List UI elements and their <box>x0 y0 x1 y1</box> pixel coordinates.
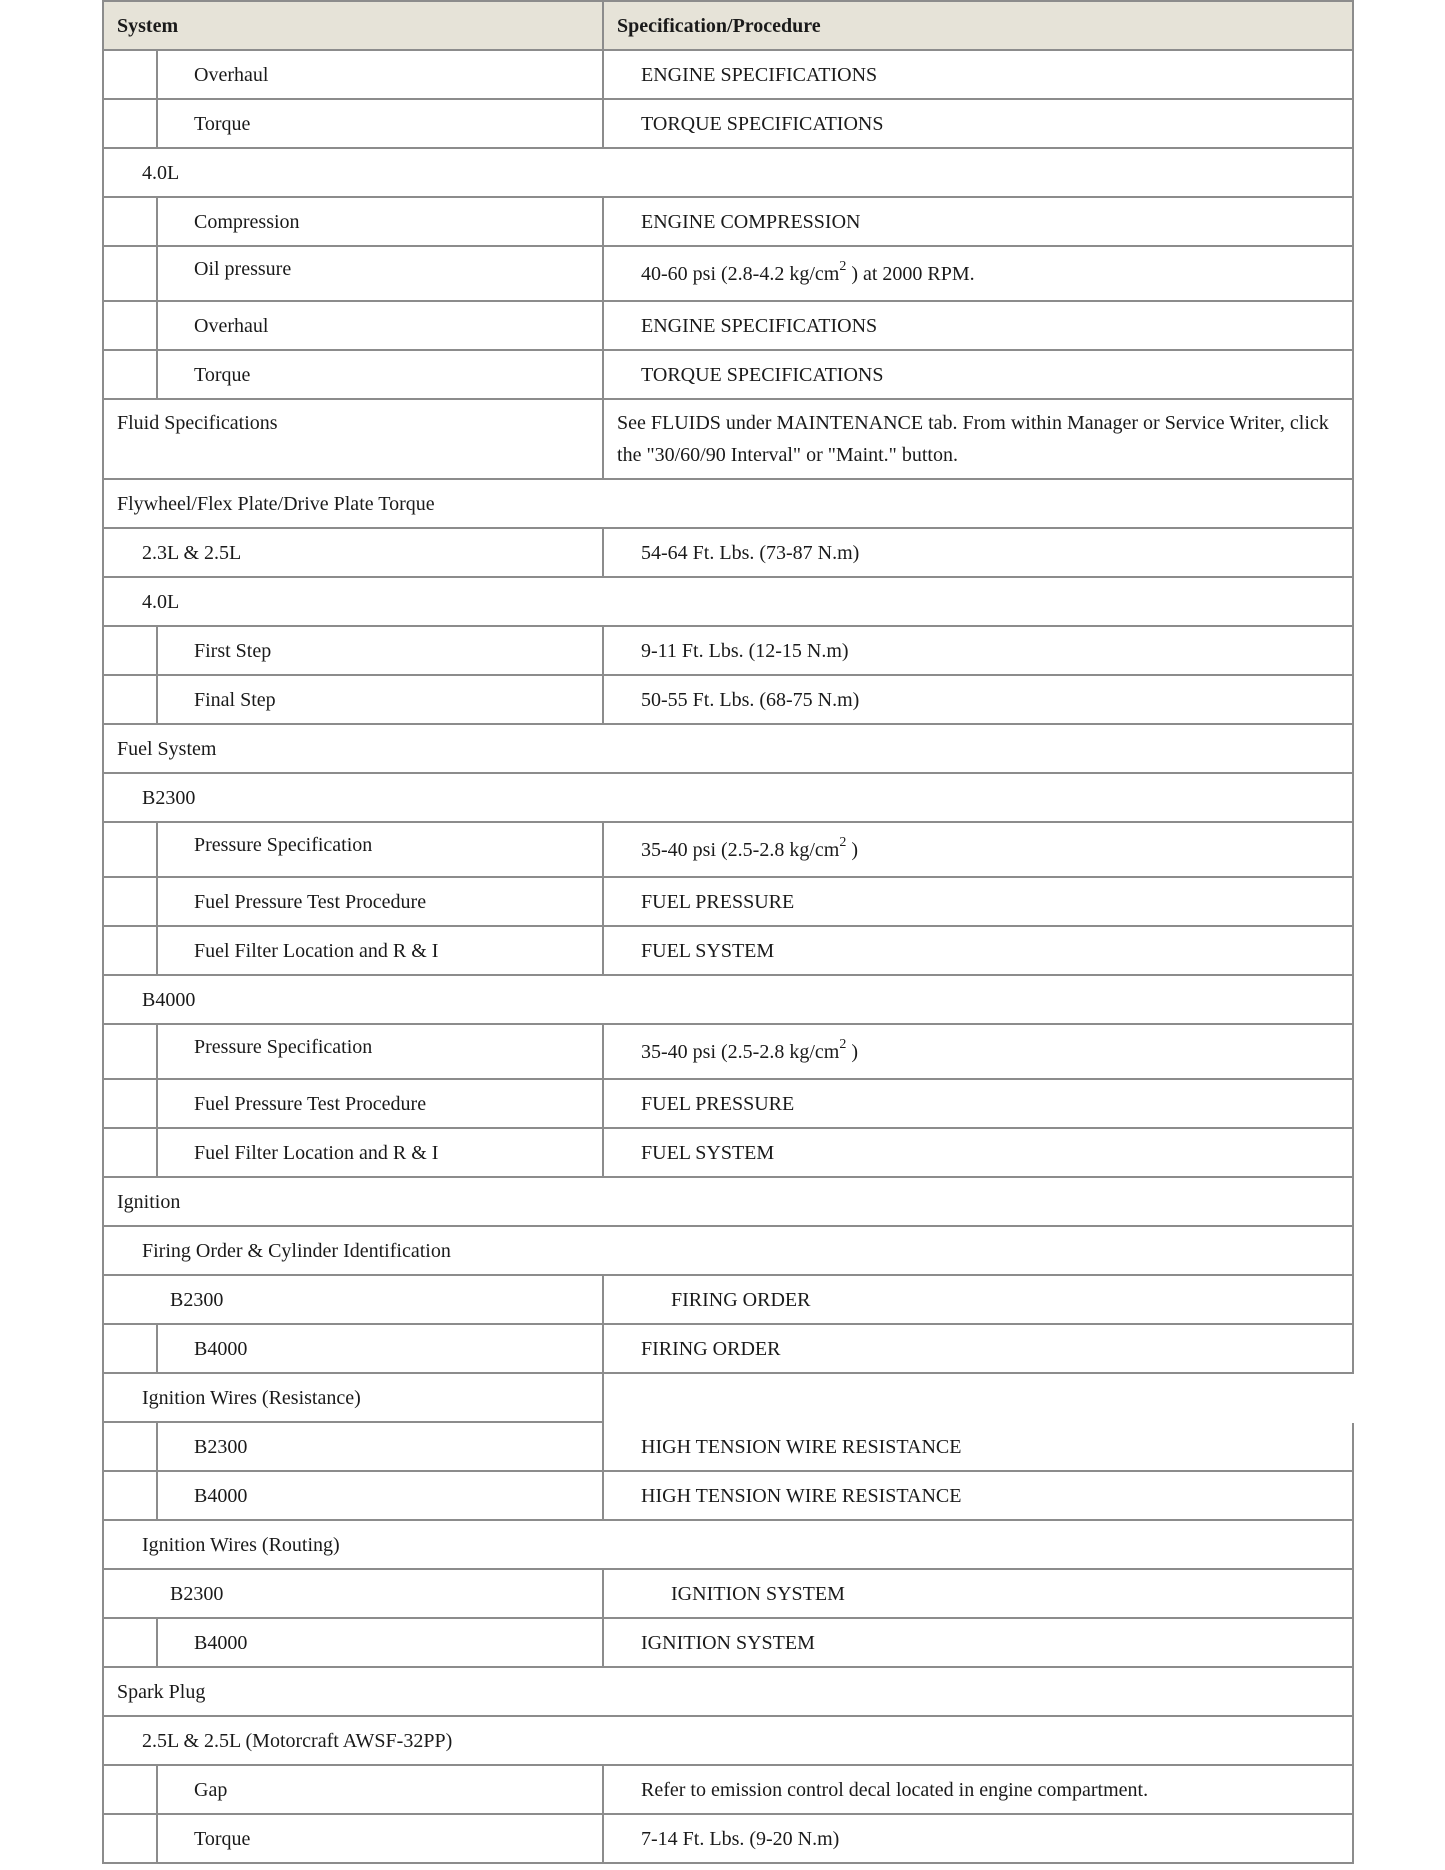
group-label: 4.0L <box>103 577 1353 626</box>
table-row <box>103 1471 1353 1520</box>
table-row <box>103 197 1353 246</box>
table-row <box>103 148 1353 197</box>
table-row <box>103 877 1353 926</box>
indent-cell <box>103 197 157 246</box>
row-spec: 54-64 Ft. Lbs. (73-87 N.m) <box>603 528 1353 577</box>
group-label: B4000 <box>103 975 1353 1024</box>
indent-cell <box>103 1814 157 1863</box>
spec-table <box>102 0 1354 1864</box>
table-row <box>103 1716 1353 1765</box>
table-row <box>103 1128 1353 1177</box>
table-row <box>103 301 1353 350</box>
row-spec: FIRING ORDER <box>603 1324 1353 1373</box>
row-label: Fluid Specifications <box>103 399 603 479</box>
row-spec: TORQUE SPECIFICATIONS <box>603 350 1353 399</box>
table-row <box>103 350 1353 399</box>
table-row <box>103 1569 1353 1618</box>
row-spec: IGNITION SYSTEM <box>603 1569 1353 1618</box>
indent-cell <box>103 626 157 675</box>
indent-cell <box>103 50 157 99</box>
table-row <box>103 1814 1353 1863</box>
group-label: B2300 <box>103 773 1353 822</box>
row-spec: 35-40 psi (2.5-2.8 $kg/cm^2$ ) <box>603 822 1353 877</box>
group-label: Flywheel/Flex Plate/Drive Plate Torque <box>103 479 1353 528</box>
group-label: Spark Plug <box>103 1667 1353 1716</box>
table-row <box>103 1226 1353 1275</box>
table-row <box>103 479 1353 528</box>
row-label: Fuel Pressure Test Procedure <box>157 1079 603 1128</box>
table-row <box>103 1422 1353 1471</box>
row-spec: ENGINE SPECIFICATIONS <box>603 50 1353 99</box>
table-row <box>103 975 1353 1024</box>
table-row <box>103 1667 1353 1716</box>
row-spec: 50-55 Ft. Lbs. (68-75 N.m) <box>603 675 1353 724</box>
row-label: Torque <box>157 99 603 148</box>
row-spec: 35-40 psi (2.5-2.8 $kg/cm^2$ ) <box>603 1024 1353 1079</box>
row-spec: See FLUIDS under MAINTENANCE tab. From within Manager or Service Writer, click the "30/60/90 Interval" or "Maint." button. <box>603 399 1353 479</box>
row-label: B2300 <box>157 1422 603 1471</box>
row-label: B4000 <box>157 1471 603 1520</box>
group-label: Ignition <box>103 1177 1353 1226</box>
table-row <box>103 99 1353 148</box>
row-spec: HIGH TENSION WIRE RESISTANCE <box>603 1422 1353 1471</box>
group-label: 4.0L <box>103 148 1353 197</box>
row-spec: 7-14 Ft. Lbs. (9-20 N.m) <box>603 1814 1353 1863</box>
row-label: Gap <box>157 1765 603 1814</box>
indent-cell <box>103 1024 157 1079</box>
row-label: Pressure Specification <box>157 1024 603 1079</box>
table-row <box>103 1520 1353 1569</box>
table-row <box>103 50 1353 99</box>
table-row <box>103 626 1353 675</box>
row-spec: FUEL SYSTEM <box>603 1128 1353 1177</box>
row-label: B4000 <box>157 1618 603 1667</box>
row-label: B2300 <box>103 1275 603 1324</box>
indent-cell <box>103 877 157 926</box>
indent-cell <box>103 1324 157 1373</box>
indent-cell <box>103 301 157 350</box>
row-label: Torque <box>157 350 603 399</box>
indent-cell <box>103 246 157 301</box>
row-label: Pressure Specification <box>157 822 603 877</box>
group-label: Ignition Wires (Resistance) <box>103 1373 603 1422</box>
table-row <box>103 1373 1353 1422</box>
row-label: Oil pressure <box>157 246 603 301</box>
indent-cell <box>103 99 157 148</box>
row-label: Torque <box>157 1814 603 1863</box>
group-label: Ignition Wires (Routing) <box>103 1520 1353 1569</box>
row-label: Final Step <box>157 675 603 724</box>
indent-cell <box>103 350 157 399</box>
row-spec: ENGINE SPECIFICATIONS <box>603 301 1353 350</box>
row-spec: TORQUE SPECIFICATIONS <box>603 99 1353 148</box>
header-spec: Specification/Procedure <box>603 1 1353 50</box>
row-label: First Step <box>157 626 603 675</box>
group-label: Fuel System <box>103 724 1353 773</box>
indent-cell <box>103 1079 157 1128</box>
indent-cell <box>103 1422 157 1471</box>
indent-cell <box>103 926 157 975</box>
table-row <box>103 926 1353 975</box>
table-row <box>103 1177 1353 1226</box>
row-spec: IGNITION SYSTEM <box>603 1618 1353 1667</box>
table-row <box>103 675 1353 724</box>
row-label: 2.3L & 2.5L <box>103 528 603 577</box>
row-spec: FUEL PRESSURE <box>603 877 1353 926</box>
table-row <box>103 1324 1353 1373</box>
table-row <box>103 1275 1353 1324</box>
row-spec: FUEL SYSTEM <box>603 926 1353 975</box>
indent-cell <box>103 1128 157 1177</box>
row-spec: HIGH TENSION WIRE RESISTANCE <box>603 1471 1353 1520</box>
row-spec: ENGINE COMPRESSION <box>603 197 1353 246</box>
table-row <box>103 724 1353 773</box>
table-row <box>103 773 1353 822</box>
row-spec: 40-60 psi (2.8-4.2 $kg/cm^2$ ) at 2000 RPM. <box>603 246 1353 301</box>
indent-cell <box>103 822 157 877</box>
table-header-row <box>103 1 1353 50</box>
table-row <box>103 1765 1353 1814</box>
row-label: Overhaul <box>157 50 603 99</box>
table-row <box>103 822 1353 877</box>
indent-cell <box>103 1618 157 1667</box>
table-row <box>103 528 1353 577</box>
indent-cell <box>103 1765 157 1814</box>
table-row <box>103 399 1353 479</box>
row-spec: Refer to emission control decal located in engine compartment. <box>603 1765 1353 1814</box>
blank-cell <box>603 1373 1353 1422</box>
row-label: B2300 <box>103 1569 603 1618</box>
group-label: Firing Order & Cylinder Identification <box>103 1226 1353 1275</box>
table-row <box>103 1618 1353 1667</box>
table-row <box>103 1024 1353 1079</box>
row-label: Fuel Pressure Test Procedure <box>157 877 603 926</box>
header-system: System <box>103 1 603 50</box>
row-label: B4000 <box>157 1324 603 1373</box>
table-row <box>103 577 1353 626</box>
row-label: Fuel Filter Location and R & I <box>157 926 603 975</box>
row-spec: FUEL PRESSURE <box>603 1079 1353 1128</box>
group-label: 2.5L & 2.5L (Motorcraft AWSF-32PP) <box>103 1716 1353 1765</box>
indent-cell <box>103 1471 157 1520</box>
table-row <box>103 1079 1353 1128</box>
row-spec: 9-11 Ft. Lbs. (12-15 N.m) <box>603 626 1353 675</box>
row-label: Compression <box>157 197 603 246</box>
row-label: Fuel Filter Location and R & I <box>157 1128 603 1177</box>
row-spec: FIRING ORDER <box>603 1275 1353 1324</box>
row-label: Overhaul <box>157 301 603 350</box>
table-row <box>103 246 1353 301</box>
indent-cell <box>103 675 157 724</box>
